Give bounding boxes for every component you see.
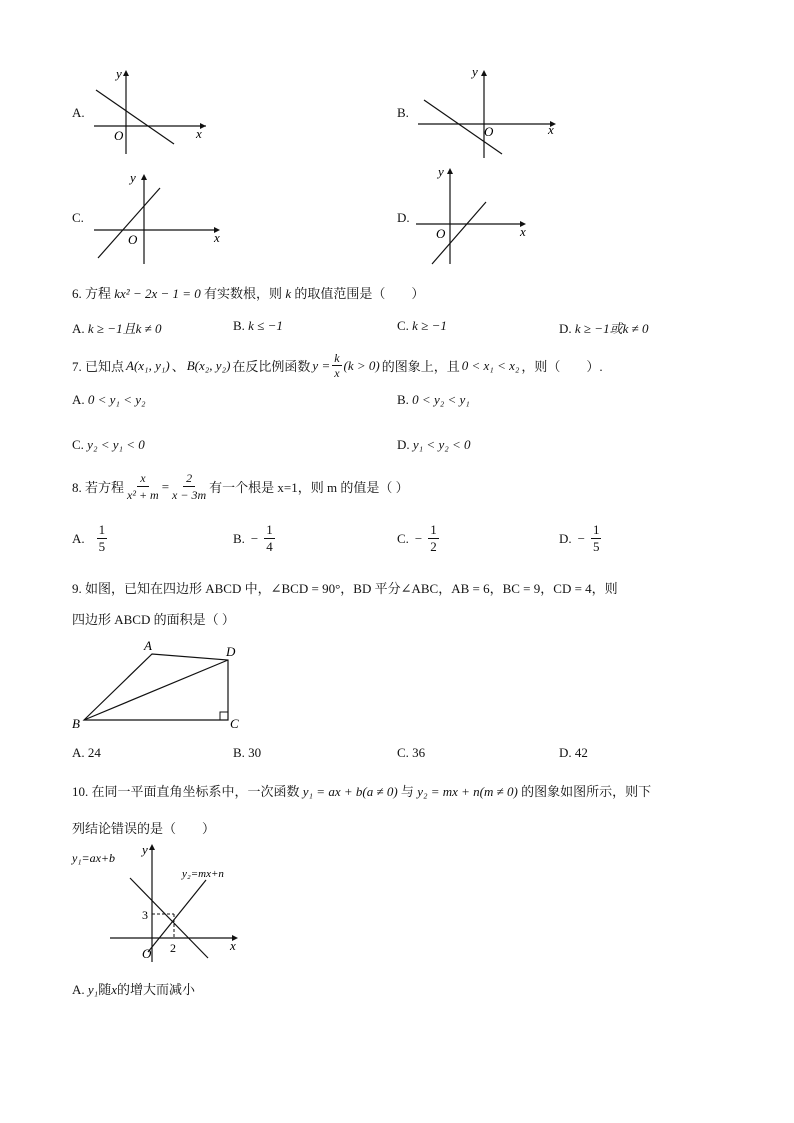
vertex-c-label: C <box>230 716 239 731</box>
q10-func-1: y₁ = ax + b(a ≠ 0) <box>302 784 398 799</box>
q7-option-b[interactable] <box>397 392 470 408</box>
origin-label: O <box>114 128 124 143</box>
option-text: k ≤ −1 <box>248 318 283 333</box>
option-text: 24 <box>87 745 101 760</box>
option-sign: − <box>250 530 259 546</box>
vertex-b-label: B <box>72 716 80 731</box>
q10-stem-line1 <box>72 781 651 800</box>
option-label: D. <box>397 437 410 452</box>
fraction-denominator: x² + m <box>127 488 159 502</box>
line-y2 <box>148 880 206 952</box>
y-axis-label: y <box>142 842 148 857</box>
fraction-numerator: 1 <box>98 522 106 537</box>
q7-option-c[interactable] <box>72 437 145 453</box>
q7-stem-mid2: 的图象上，且 <box>381 359 460 374</box>
option-text: 0 < y₁ < y₂ <box>87 392 146 407</box>
q7-func-cond: (k > 0) <box>343 357 380 373</box>
option-label: A. <box>72 745 85 760</box>
option-text: 42 <box>574 745 588 760</box>
option-label: C. <box>72 437 84 452</box>
fraction-numerator: 1 <box>430 522 437 537</box>
option-text: 36 <box>412 745 426 760</box>
q8-option-b[interactable] <box>233 522 275 555</box>
q5-graph-d <box>412 162 532 268</box>
option-fraction <box>97 522 108 555</box>
q7-fraction <box>332 351 341 380</box>
fraction-denominator: 4 <box>266 539 273 554</box>
fraction-denominator: x <box>334 366 340 380</box>
q7-option-a[interactable] <box>72 392 146 408</box>
y-axis-label: y <box>130 170 136 185</box>
option-text: 0 < y₂ < y₁ <box>412 392 470 407</box>
option-text: k ≥ −1 <box>412 318 447 333</box>
option-label: A. <box>72 321 85 336</box>
option-sign: − <box>414 530 423 546</box>
q6-option-b[interactable] <box>233 318 283 334</box>
option-var2: x <box>111 982 117 997</box>
tick-y-3: 3 <box>142 908 148 922</box>
q6-stem-pre: 6. 方程 <box>72 286 112 301</box>
q6-var: k <box>285 286 292 301</box>
q5-option-b-label[interactable]: B. <box>397 105 409 120</box>
q10-stem-line2: 列结论错误的是（ ） <box>72 821 216 836</box>
y-axis-label: y <box>116 66 122 81</box>
fraction-numerator: 1 <box>266 522 273 537</box>
option-text: k ≥ −1且k ≠ 0 <box>87 321 162 336</box>
q10-option-a[interactable] <box>72 979 195 998</box>
option-text: 30 <box>248 745 262 760</box>
q7-option-d[interactable] <box>397 437 471 453</box>
option-label: C. <box>397 745 409 760</box>
option-text-end: 的增大而减小 <box>116 982 195 997</box>
option-label: C. <box>397 530 409 546</box>
q9-stem-line1: 9. 如图，已知在四边形 ABCD 中，∠BCD = 90°，BD 平分∠ABC，AB = 6，BC = 9，CD = 4，则 <box>72 581 618 596</box>
q9-option-d[interactable] <box>559 745 588 761</box>
q8-fraction-2 <box>172 470 206 503</box>
q10-stem-end: 的图象如图所示，则下 <box>521 784 652 799</box>
option-label: A. <box>72 392 85 407</box>
option-text: y₁ < y₂ < 0 <box>412 437 471 452</box>
q9-option-b[interactable] <box>233 745 261 761</box>
fraction-numerator: k <box>334 351 340 365</box>
origin-label: O <box>142 946 152 961</box>
q8-stem-pre: 8. 若方程 <box>72 480 125 495</box>
fraction-numerator: 1 <box>592 522 600 537</box>
option-fraction <box>591 522 602 555</box>
option-label: B. <box>233 318 245 333</box>
option-label: B. <box>397 392 409 407</box>
q5-option-d-label[interactable]: D. <box>397 210 410 225</box>
q10-figure <box>70 840 250 966</box>
origin-label: O <box>436 226 446 241</box>
q9-option-a[interactable] <box>72 745 101 761</box>
q6-stem-post: 有实数根，则 <box>204 286 283 301</box>
option-label: A. <box>72 530 85 546</box>
q7-point-b: B(x₂, y₂) <box>186 357 231 373</box>
q8-option-c[interactable] <box>397 522 439 555</box>
line-y2-label: y₂=mx+n <box>182 868 224 880</box>
option-var: y₁ <box>87 982 99 997</box>
quadrilateral-abcd <box>84 654 228 720</box>
q5-c-line <box>98 188 160 258</box>
option-sign: − <box>577 530 585 546</box>
option-label: D. <box>559 745 572 760</box>
x-axis-label: x <box>214 230 220 245</box>
line-y1-label: y₁=ax+b <box>72 851 116 865</box>
q7-stem-mid: 在反比例函数 <box>232 359 311 374</box>
fraction-denominator: x − 3m <box>172 488 207 502</box>
origin-label: O <box>484 124 494 139</box>
x-axis-label: x <box>548 122 554 137</box>
option-text: y₂ < y₁ < 0 <box>87 437 145 452</box>
option-text-mid: 随 <box>98 982 112 997</box>
option-fraction <box>264 522 275 555</box>
q10-stem-mid: 与 <box>400 784 414 799</box>
fraction-denominator: 2 <box>430 539 437 554</box>
option-text: k ≥ −1或k ≠ 0 <box>574 321 649 336</box>
q5-option-c-label[interactable]: C. <box>72 210 84 225</box>
x-axis-label: x <box>196 126 202 141</box>
q5-graph-b <box>412 62 562 162</box>
q6-stem-end: 的取值范围是（ ） <box>294 286 425 301</box>
q9-figure <box>68 636 258 736</box>
vertex-a-label: A <box>144 638 152 653</box>
q6-equation: kx² − 2x − 1 = 0 <box>114 286 201 301</box>
q8-option-d[interactable] <box>559 522 601 555</box>
option-label: A. <box>72 982 85 997</box>
option-label: B. <box>233 745 245 760</box>
q7-stem-pre: 7. 已知点 <box>72 359 125 374</box>
option-label: D. <box>559 321 572 336</box>
q6-option-d[interactable] <box>559 318 648 337</box>
q9-stem-line2: 四边形 ABCD 的面积是（ ） <box>72 612 235 627</box>
diagonal-bd <box>84 660 228 720</box>
q5-graph-c <box>90 168 230 268</box>
option-label: B. <box>233 530 245 546</box>
option-label: D. <box>559 530 572 546</box>
fraction-denominator: 5 <box>98 539 106 554</box>
q9-option-c[interactable] <box>397 745 425 761</box>
q5-graph-a <box>88 64 218 160</box>
q10-stem-pre: 10. 在同一平面直角坐标系中，一次函数 <box>72 784 300 799</box>
y-axis-label: y <box>438 164 444 179</box>
q6-stem <box>72 283 424 302</box>
origin-label: O <box>128 232 138 247</box>
option-label: C. <box>397 318 409 333</box>
q8-option-a[interactable] <box>72 522 107 555</box>
x-axis-label: x <box>230 938 236 953</box>
q5-option-a-label[interactable]: A. <box>72 105 85 120</box>
tick-x-2: 2 <box>170 941 176 955</box>
q6-option-c[interactable] <box>397 318 447 334</box>
q8-stem <box>72 470 409 503</box>
q6-option-a[interactable] <box>72 318 161 337</box>
option-fraction <box>428 522 439 555</box>
q8-stem-end: 有一个根是 x=1，则 m 的值是（ ） <box>209 480 409 495</box>
x-axis-label: x <box>520 224 526 239</box>
q7-func-lhs: y = <box>312 357 331 373</box>
q8-equals: = <box>161 478 170 494</box>
fraction-denominator: 5 <box>592 539 600 554</box>
q8-fraction-1 <box>127 470 159 503</box>
q7-stem <box>72 351 603 380</box>
q10-func-2: y₂ = mx + n(m ≠ 0) <box>417 784 518 799</box>
q7-sep: 、 <box>171 359 185 374</box>
vertex-d-label: D <box>226 644 236 659</box>
q7-stem-end: ，则（ ）. <box>521 359 603 374</box>
fraction-numerator: 2 <box>183 470 195 487</box>
y-axis-label: y <box>472 64 478 79</box>
q5-a-line <box>96 90 174 144</box>
q7-condition: 0 < x₁ < x₂ <box>461 357 520 373</box>
fraction-numerator: x <box>137 470 148 487</box>
q7-point-a: A(x₁, y₁) <box>126 357 170 373</box>
right-angle-mark <box>220 712 228 720</box>
